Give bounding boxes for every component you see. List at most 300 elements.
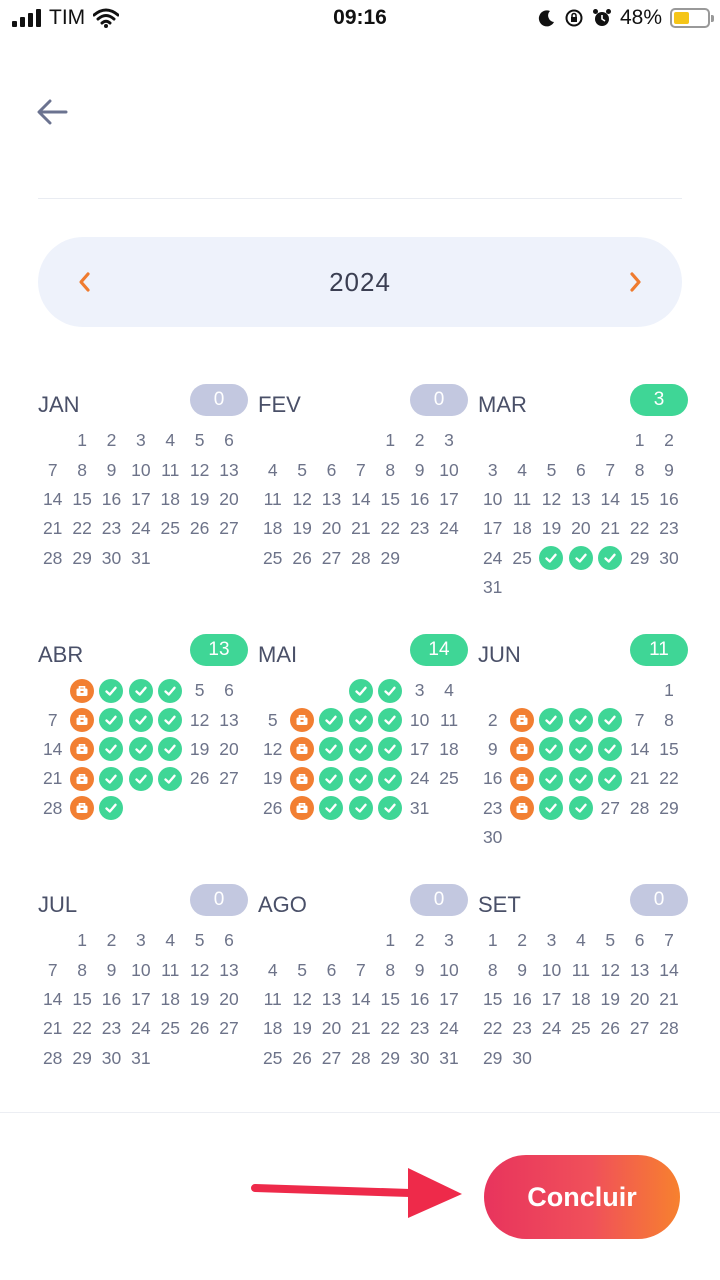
day-25-check-marked[interactable] — [537, 794, 566, 823]
day-4-check-marked[interactable] — [156, 676, 185, 705]
day-cell[interactable]: 30 — [101, 547, 122, 568]
day-cell[interactable]: 23 — [482, 797, 503, 818]
day-cell[interactable]: 21 — [42, 768, 63, 789]
day-26-check-marked[interactable] — [566, 794, 595, 823]
day-cell[interactable]: 17 — [131, 488, 151, 509]
month-count-badge: 0 — [190, 884, 248, 916]
day-cell[interactable]: 31 — [131, 547, 151, 568]
day-2-check-marked[interactable] — [97, 676, 126, 705]
day-23-check-marked[interactable] — [97, 764, 126, 793]
day-cell[interactable]: 9 — [487, 738, 498, 759]
day-1-check-marked[interactable] — [346, 676, 375, 705]
day-cell[interactable]: 15 — [72, 488, 92, 509]
day-cell[interactable]: 9 — [414, 459, 425, 480]
day-cell[interactable]: 29 — [629, 547, 650, 568]
day-cell[interactable]: 2 — [414, 930, 425, 951]
day-17-check-marked[interactable] — [126, 735, 155, 764]
day-14-check-marked[interactable] — [317, 735, 346, 764]
day-cell[interactable]: 7 — [664, 930, 674, 951]
day-20-check-marked[interactable] — [596, 764, 625, 793]
briefcase-icon — [510, 767, 534, 791]
day-cell[interactable]: 11 — [571, 959, 590, 980]
day-cell[interactable]: 26 — [600, 1018, 620, 1039]
day-cell[interactable]: 12 — [189, 459, 210, 480]
day-cell[interactable]: 20 — [219, 738, 239, 759]
day-cell[interactable]: 5 — [546, 459, 557, 480]
day-cell[interactable]: 2 — [106, 430, 117, 451]
day-8-rest-marked[interactable] — [67, 705, 96, 734]
day-20-rest-marked[interactable] — [287, 764, 316, 793]
day-cell[interactable]: 26 — [292, 1047, 312, 1068]
rotation-lock-icon — [564, 8, 584, 28]
day-cell[interactable]: 30 — [101, 1047, 122, 1068]
check-icon — [349, 796, 373, 820]
day-cell[interactable]: 19 — [292, 518, 312, 539]
day-cell[interactable]: 12 — [600, 959, 620, 980]
day-cell[interactable]: 13 — [219, 709, 239, 730]
day-cell[interactable]: 10 — [409, 709, 430, 730]
day-cell[interactable]: 19 — [292, 1018, 312, 1039]
briefcase-icon — [70, 737, 94, 761]
day-cell[interactable]: 22 — [72, 1018, 92, 1039]
day-18-check-marked[interactable] — [537, 764, 566, 793]
day-cell[interactable]: 30 — [512, 1047, 532, 1068]
day-cell[interactable]: 9 — [664, 459, 674, 480]
empty-day-cell — [317, 676, 346, 705]
day-cell[interactable]: 22 — [380, 1018, 400, 1039]
day-cell[interactable]: 7 — [356, 959, 366, 980]
day-cell[interactable]: 5 — [194, 430, 205, 451]
day-cell[interactable]: 30 — [659, 547, 679, 568]
day-cell[interactable]: 18 — [439, 738, 459, 759]
day-27-rest-marked[interactable] — [287, 794, 316, 823]
day-cell[interactable]: 14 — [42, 988, 63, 1009]
day-cell[interactable]: 8 — [385, 959, 396, 980]
day-cell[interactable]: 4 — [267, 959, 278, 980]
day-15-check-marked[interactable] — [346, 735, 375, 764]
day-8-check-marked[interactable] — [346, 705, 375, 734]
day-cell[interactable]: 17 — [541, 988, 562, 1009]
day-cell[interactable]: 13 — [321, 488, 342, 509]
day-cell[interactable]: 2 — [664, 430, 674, 451]
day-cell[interactable]: 19 — [600, 988, 620, 1009]
month-count-badge: 0 — [190, 384, 248, 416]
day-cell[interactable]: 15 — [380, 488, 400, 509]
day-cell[interactable]: 1 — [385, 430, 396, 451]
day-29-check-marked[interactable] — [346, 794, 375, 823]
day-cell[interactable]: 23 — [101, 518, 122, 539]
day-30-check-marked[interactable] — [97, 794, 126, 823]
day-15-rest-marked[interactable] — [67, 735, 96, 764]
day-cell[interactable]: 6 — [326, 459, 337, 480]
day-16-check-marked[interactable] — [376, 735, 405, 764]
day-11-check-marked[interactable] — [537, 735, 566, 764]
day-cell[interactable]: 4 — [165, 430, 176, 451]
day-cell[interactable]: 12 — [189, 709, 210, 730]
day-29-rest-marked[interactable] — [67, 794, 96, 823]
day-cell[interactable]: 29 — [380, 547, 400, 568]
day-cell[interactable]: 18 — [512, 518, 532, 539]
day-cell[interactable]: 10 — [482, 488, 503, 509]
day-cell[interactable]: 18 — [160, 488, 180, 509]
day-cell[interactable]: 14 — [351, 988, 371, 1009]
day-cell[interactable]: 14 — [629, 738, 650, 759]
briefcase-icon — [70, 708, 94, 732]
day-cell[interactable]: 1 — [77, 930, 87, 951]
previous-year-button[interactable] — [68, 266, 100, 298]
day-cell[interactable]: 2 — [106, 930, 117, 951]
day-cell[interactable]: 21 — [351, 1018, 371, 1039]
back-button[interactable] — [30, 90, 74, 134]
day-cell[interactable]: 19 — [541, 518, 562, 539]
check-icon — [158, 737, 182, 761]
day-cell[interactable]: 30 — [409, 1047, 430, 1068]
day-25-check-marked[interactable] — [156, 764, 185, 793]
day-cell[interactable]: 3 — [487, 459, 498, 480]
empty-day-cell — [38, 926, 67, 955]
day-cell[interactable]: 11 — [161, 459, 180, 480]
day-cell[interactable]: 4 — [165, 930, 176, 951]
month-days-grid — [478, 426, 688, 602]
day-cell[interactable]: 8 — [664, 709, 674, 730]
day-cell[interactable]: 14 — [42, 738, 63, 759]
day-6-check-marked[interactable] — [596, 705, 625, 734]
day-cell[interactable]: 23 — [101, 1018, 122, 1039]
day-cell[interactable]: 9 — [414, 959, 425, 980]
day-cell[interactable]: 15 — [482, 988, 503, 1009]
day-cell[interactable]: 24 — [131, 1018, 151, 1039]
day-cell[interactable]: 11 — [161, 959, 180, 980]
day-cell[interactable]: 28 — [629, 797, 650, 818]
day-cell[interactable]: 16 — [409, 488, 430, 509]
day-cell[interactable]: 22 — [72, 518, 92, 539]
day-cell[interactable]: 7 — [634, 709, 645, 730]
day-cell[interactable]: 8 — [77, 959, 87, 980]
check-icon — [319, 767, 343, 791]
day-cell[interactable]: 29 — [659, 797, 679, 818]
day-cell[interactable]: 12 — [292, 488, 312, 509]
day-cell[interactable]: 16 — [409, 988, 430, 1009]
day-cell[interactable]: 28 — [351, 547, 371, 568]
day-cell[interactable]: 31 — [482, 577, 503, 598]
day-cell[interactable]: 15 — [629, 488, 650, 509]
day-cell[interactable]: 5 — [297, 459, 307, 480]
day-26-check-marked[interactable] — [537, 544, 566, 573]
day-cell[interactable]: 14 — [42, 488, 63, 509]
day-cell[interactable]: 17 — [409, 738, 430, 759]
day-cell[interactable]: 1 — [77, 430, 87, 451]
day-cell[interactable]: 17 — [482, 518, 503, 539]
day-27-check-marked[interactable] — [566, 544, 595, 573]
day-10-check-marked[interactable] — [126, 705, 155, 734]
day-cell[interactable]: 22 — [659, 768, 679, 789]
day-cell[interactable]: 9 — [517, 959, 527, 980]
day-cell[interactable]: 3 — [444, 430, 454, 451]
day-cell[interactable]: 13 — [571, 488, 591, 509]
day-cell[interactable]: 5 — [194, 680, 205, 701]
day-cell[interactable]: 4 — [267, 459, 278, 480]
day-13-rest-marked[interactable] — [287, 735, 316, 764]
day-cell[interactable]: 5 — [605, 930, 616, 951]
day-cell[interactable]: 23 — [409, 518, 430, 539]
day-cell[interactable]: 20 — [321, 518, 342, 539]
day-cell[interactable]: 21 — [629, 768, 650, 789]
day-cell[interactable]: 28 — [42, 797, 63, 818]
check-icon — [569, 546, 593, 570]
day-9-check-marked[interactable] — [97, 705, 126, 734]
day-cell[interactable]: 12 — [292, 988, 312, 1009]
day-cell[interactable]: 22 — [380, 518, 400, 539]
day-28-check-marked[interactable] — [317, 794, 346, 823]
day-cell[interactable]: 15 — [659, 738, 679, 759]
day-cell[interactable]: 24 — [482, 547, 503, 568]
day-cell[interactable]: 10 — [541, 959, 562, 980]
day-cell[interactable]: 16 — [101, 488, 122, 509]
empty-day-cell — [258, 926, 287, 955]
footer-divider — [0, 1112, 720, 1113]
day-cell[interactable]: 19 — [262, 768, 283, 789]
day-cell[interactable]: 18 — [160, 988, 180, 1009]
day-6-rest-marked[interactable] — [287, 705, 316, 734]
day-cell[interactable]: 31 — [131, 1047, 151, 1068]
day-cell[interactable]: 25 — [160, 518, 180, 539]
day-cell[interactable]: 2 — [487, 709, 498, 730]
day-cell[interactable]: 17 — [131, 988, 151, 1009]
day-cell[interactable]: 24 — [409, 768, 430, 789]
day-cell[interactable]: 2 — [414, 430, 425, 451]
day-cell[interactable]: 20 — [321, 1018, 342, 1039]
day-cell[interactable]: 13 — [321, 988, 342, 1009]
chevron-right-icon — [629, 271, 643, 293]
day-cell[interactable]: 19 — [189, 988, 210, 1009]
day-cell[interactable]: 8 — [77, 459, 87, 480]
day-cell[interactable]: 30 — [482, 827, 503, 848]
day-4-check-marked[interactable] — [537, 705, 566, 734]
day-cell[interactable]: 3 — [414, 680, 425, 701]
day-cell[interactable]: 9 — [106, 959, 117, 980]
day-cell[interactable]: 3 — [136, 430, 146, 451]
day-cell[interactable]: 11 — [263, 988, 282, 1009]
day-cell[interactable]: 16 — [101, 988, 122, 1009]
day-cell[interactable]: 1 — [634, 430, 645, 451]
briefcase-icon — [290, 708, 314, 732]
day-5-check-marked[interactable] — [566, 705, 595, 734]
day-cell[interactable]: 11 — [513, 488, 532, 509]
check-icon — [569, 796, 593, 820]
day-cell[interactable]: 24 — [131, 518, 151, 539]
day-cell[interactable]: 17 — [439, 988, 459, 1009]
day-cell[interactable]: 4 — [576, 930, 586, 951]
day-22-rest-marked[interactable] — [67, 764, 96, 793]
day-cell[interactable]: 27 — [321, 547, 342, 568]
day-cell[interactable]: 25 — [439, 768, 459, 789]
day-cell[interactable]: 15 — [72, 988, 92, 1009]
day-3-rest-marked[interactable] — [507, 705, 536, 734]
month-name: ABR — [38, 642, 84, 667]
day-cell[interactable]: 19 — [189, 738, 210, 759]
day-cell[interactable]: 5 — [267, 709, 278, 730]
day-cell[interactable]: 16 — [512, 988, 532, 1009]
day-cell[interactable]: 25 — [262, 547, 283, 568]
day-cell[interactable]: 26 — [189, 768, 210, 789]
day-cell[interactable]: 16 — [659, 488, 679, 509]
day-24-rest-marked[interactable] — [507, 794, 536, 823]
day-cell[interactable]: 24 — [439, 1018, 459, 1039]
day-cell[interactable]: 18 — [262, 518, 283, 539]
day-22-check-marked[interactable] — [346, 764, 375, 793]
day-cell[interactable]: 12 — [541, 488, 562, 509]
day-cell[interactable]: 6 — [326, 959, 337, 980]
day-cell[interactable]: 18 — [262, 1018, 283, 1039]
day-cell[interactable]: 7 — [47, 459, 58, 480]
day-cell[interactable]: 29 — [72, 547, 92, 568]
day-cell[interactable]: 8 — [385, 459, 396, 480]
day-cell[interactable]: 7 — [605, 459, 616, 480]
day-cell[interactable]: 28 — [42, 547, 63, 568]
day-cell[interactable]: 29 — [72, 1047, 92, 1068]
day-10-rest-marked[interactable] — [507, 735, 536, 764]
day-28-check-marked[interactable] — [596, 544, 625, 573]
day-cell[interactable]: 26 — [189, 1018, 210, 1039]
day-cell[interactable]: 21 — [659, 988, 679, 1009]
day-cell[interactable]: 2 — [517, 930, 527, 951]
day-cell[interactable]: 28 — [351, 1047, 371, 1068]
day-cell[interactable]: 3 — [546, 930, 557, 951]
day-cell[interactable]: 24 — [439, 518, 459, 539]
day-cell[interactable]: 4 — [517, 459, 527, 480]
day-cell[interactable]: 13 — [219, 959, 239, 980]
day-cell[interactable]: 27 — [219, 1018, 239, 1039]
day-cell[interactable]: 21 — [351, 518, 371, 539]
day-cell[interactable]: 9 — [106, 459, 117, 480]
pointer-arrow-icon — [250, 1160, 465, 1222]
day-cell[interactable]: 26 — [292, 547, 312, 568]
day-cell[interactable]: 6 — [634, 930, 645, 951]
day-cell[interactable]: 25 — [571, 1018, 591, 1039]
day-cell[interactable]: 27 — [600, 797, 620, 818]
day-2-check-marked[interactable] — [376, 676, 405, 705]
day-cell[interactable]: 5 — [194, 930, 205, 951]
day-cell[interactable]: 1 — [487, 930, 498, 951]
day-cell[interactable]: 31 — [439, 1047, 459, 1068]
month-header — [38, 870, 248, 926]
day-cell[interactable]: 16 — [482, 768, 503, 789]
day-cell[interactable]: 26 — [189, 518, 210, 539]
day-cell[interactable]: 10 — [439, 459, 459, 480]
day-cell[interactable]: 5 — [297, 959, 307, 980]
day-18-check-marked[interactable] — [156, 735, 185, 764]
day-cell[interactable]: 20 — [629, 988, 650, 1009]
day-9-check-marked[interactable] — [376, 705, 405, 734]
day-cell[interactable]: 20 — [571, 518, 591, 539]
day-cell[interactable]: 6 — [224, 430, 234, 451]
day-cell[interactable]: 11 — [263, 488, 282, 509]
day-cell[interactable]: 12 — [262, 738, 283, 759]
day-19-check-marked[interactable] — [566, 764, 595, 793]
day-cell[interactable]: 20 — [219, 988, 239, 1009]
day-cell[interactable]: 4 — [444, 680, 454, 701]
day-cell[interactable]: 25 — [512, 547, 532, 568]
day-cell[interactable]: 28 — [42, 1047, 63, 1068]
day-cell[interactable]: 25 — [262, 1047, 283, 1068]
day-cell[interactable]: 7 — [47, 709, 58, 730]
day-24-check-marked[interactable] — [126, 764, 155, 793]
day-cell[interactable]: 27 — [321, 1047, 342, 1068]
day-17-rest-marked[interactable] — [507, 764, 536, 793]
day-cell[interactable]: 24 — [541, 1018, 562, 1039]
day-cell[interactable]: 31 — [409, 797, 430, 818]
day-cell[interactable]: 21 — [600, 518, 620, 539]
day-cell[interactable]: 15 — [380, 988, 400, 1009]
day-cell[interactable]: 3 — [444, 930, 454, 951]
day-cell[interactable]: 22 — [629, 518, 650, 539]
next-year-button[interactable] — [620, 266, 652, 298]
day-cell[interactable]: 8 — [487, 959, 498, 980]
day-cell[interactable]: 20 — [219, 488, 239, 509]
day-cell[interactable]: 18 — [571, 988, 591, 1009]
day-cell[interactable]: 10 — [439, 959, 459, 980]
day-cell[interactable]: 27 — [219, 518, 239, 539]
month-header — [38, 370, 248, 426]
day-cell[interactable]: 11 — [439, 709, 459, 730]
day-cell[interactable]: 23 — [409, 1018, 430, 1039]
day-cell[interactable]: 29 — [482, 1047, 503, 1068]
day-23-check-marked[interactable] — [376, 764, 405, 793]
day-cell[interactable]: 28 — [659, 1018, 679, 1039]
day-cell[interactable]: 6 — [224, 930, 234, 951]
day-cell[interactable]: 6 — [224, 680, 234, 701]
day-cell[interactable]: 26 — [262, 797, 283, 818]
day-1-rest-marked[interactable] — [67, 676, 96, 705]
day-cell[interactable]: 19 — [189, 488, 210, 509]
day-7-check-marked[interactable] — [317, 705, 346, 734]
day-cell[interactable]: 1 — [664, 680, 674, 701]
day-cell[interactable]: 25 — [160, 1018, 180, 1039]
day-cell[interactable]: 10 — [131, 959, 151, 980]
day-cell[interactable]: 10 — [131, 459, 151, 480]
day-cell[interactable]: 1 — [385, 930, 396, 951]
day-cell[interactable]: 14 — [659, 959, 679, 980]
concluir-button[interactable]: Concluir — [484, 1155, 680, 1239]
day-cell[interactable]: 3 — [136, 930, 146, 951]
day-cell[interactable]: 23 — [659, 518, 679, 539]
day-cell[interactable]: 23 — [512, 1018, 532, 1039]
day-cell[interactable]: 27 — [629, 1018, 650, 1039]
day-cell[interactable]: 17 — [439, 488, 459, 509]
day-cell[interactable]: 21 — [42, 1018, 63, 1039]
day-11-check-marked[interactable] — [156, 705, 185, 734]
day-21-check-marked[interactable] — [317, 764, 346, 793]
day-cell[interactable]: 13 — [629, 959, 650, 980]
day-cell[interactable]: 27 — [219, 768, 239, 789]
day-13-check-marked[interactable] — [596, 735, 625, 764]
day-cell[interactable]: 12 — [189, 959, 210, 980]
day-16-check-marked[interactable] — [97, 735, 126, 764]
day-cell[interactable]: 14 — [600, 488, 620, 509]
day-cell[interactable]: 8 — [634, 459, 645, 480]
day-cell[interactable]: 29 — [380, 1047, 400, 1068]
day-cell[interactable]: 7 — [47, 959, 58, 980]
day-cell[interactable]: 6 — [576, 459, 586, 480]
day-cell[interactable]: 21 — [42, 518, 63, 539]
day-12-check-marked[interactable] — [566, 735, 595, 764]
day-cell[interactable]: 7 — [356, 459, 366, 480]
day-cell[interactable]: 14 — [351, 488, 371, 509]
day-30-check-marked[interactable] — [376, 794, 405, 823]
day-cell[interactable]: 22 — [482, 1018, 503, 1039]
day-cell[interactable]: 13 — [219, 459, 239, 480]
day-3-check-marked[interactable] — [126, 676, 155, 705]
